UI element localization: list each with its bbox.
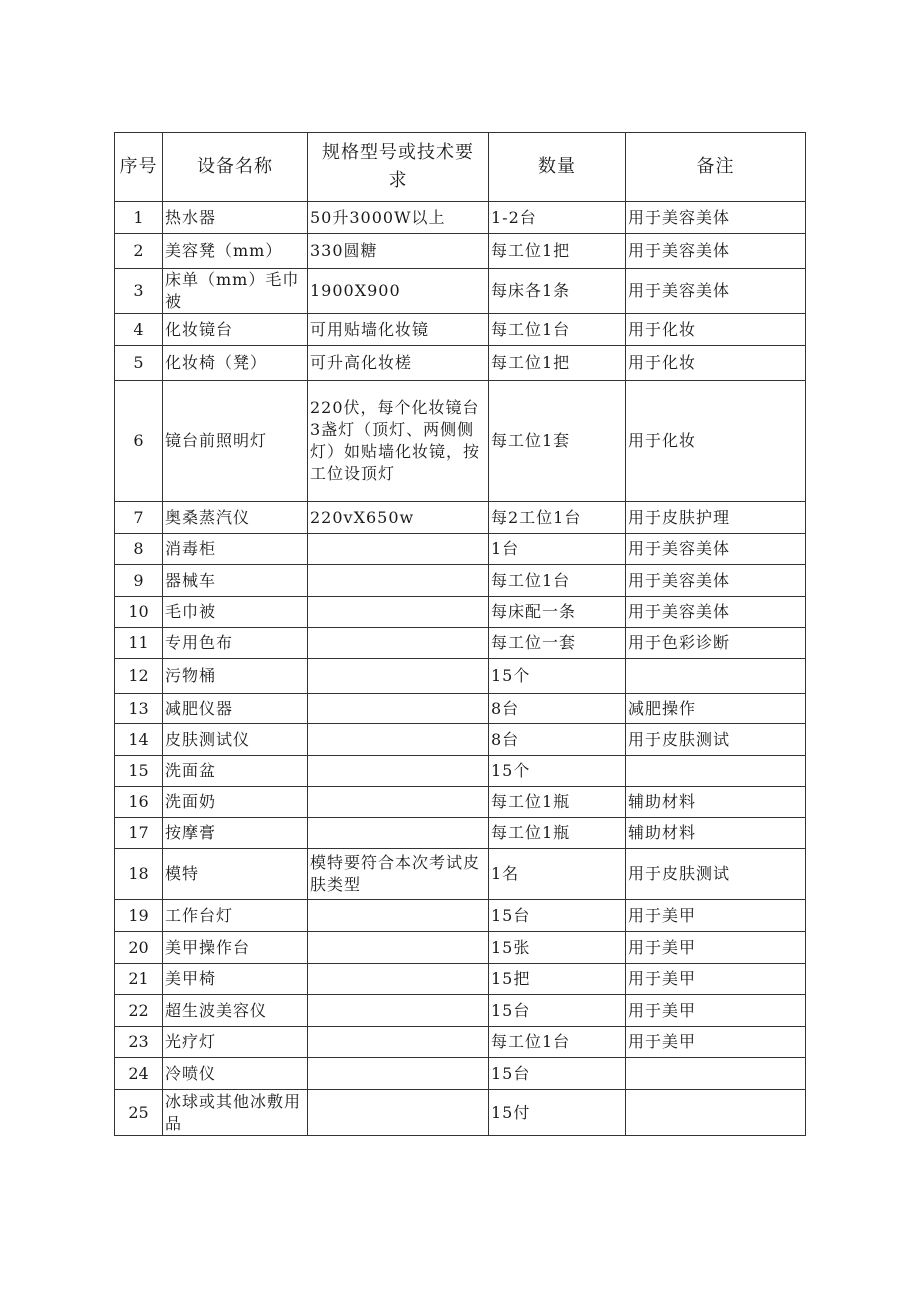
cell-no: 23 xyxy=(115,1027,163,1058)
cell-name: 冰球或其他冰敷用品 xyxy=(163,1090,308,1136)
cell-qty: 每床配一条 xyxy=(489,597,626,628)
table-row xyxy=(115,1058,806,1090)
cell-name: 美甲椅 xyxy=(163,964,308,995)
cell-no: 12 xyxy=(115,659,163,694)
table-row xyxy=(115,932,806,964)
table-row xyxy=(115,269,806,314)
cell-qty: 每工位1把 xyxy=(489,346,626,381)
table-row xyxy=(115,202,806,234)
header-no: 序号 xyxy=(115,133,163,202)
cell-name: 超生波美容仪 xyxy=(163,995,308,1027)
cell-spec: 330圆糖 xyxy=(308,234,489,269)
table-row xyxy=(115,346,806,381)
cell-spec xyxy=(308,597,489,628)
header-spec: 规格型号或技术要求 xyxy=(308,133,489,202)
header-note: 备注 xyxy=(626,133,806,202)
table-row xyxy=(115,534,806,565)
cell-no: 14 xyxy=(115,724,163,756)
cell-spec xyxy=(308,694,489,724)
cell-qty: 15台 xyxy=(489,1058,626,1090)
cell-name: 模特 xyxy=(163,849,308,900)
table-header-row xyxy=(115,133,806,202)
cell-note xyxy=(626,1058,806,1090)
cell-note: 用于美甲 xyxy=(626,995,806,1027)
cell-no: 22 xyxy=(115,995,163,1027)
cell-qty: 每工位1台 xyxy=(489,1027,626,1058)
cell-no: 6 xyxy=(115,381,163,502)
cell-note: 用于美容美体 xyxy=(626,534,806,565)
cell-qty: 每工位1台 xyxy=(489,314,626,346)
table-row xyxy=(115,849,806,900)
cell-qty: 1台 xyxy=(489,534,626,565)
cell-spec xyxy=(308,628,489,659)
cell-qty: 每工位1瓶 xyxy=(489,818,626,849)
cell-note: 用于美甲 xyxy=(626,964,806,995)
cell-note: 用于皮肤测试 xyxy=(626,724,806,756)
table-row xyxy=(115,818,806,849)
table-row xyxy=(115,659,806,694)
cell-note: 用于化妆 xyxy=(626,314,806,346)
cell-no: 9 xyxy=(115,565,163,597)
cell-no: 8 xyxy=(115,534,163,565)
cell-spec xyxy=(308,995,489,1027)
cell-spec: 1900X900 xyxy=(308,269,489,314)
table-body xyxy=(115,202,806,1136)
cell-no: 1 xyxy=(115,202,163,234)
cell-no: 13 xyxy=(115,694,163,724)
cell-no: 17 xyxy=(115,818,163,849)
cell-qty: 每工位1套 xyxy=(489,381,626,502)
cell-spec xyxy=(308,659,489,694)
table-row xyxy=(115,1027,806,1058)
cell-note: 用于美甲 xyxy=(626,1027,806,1058)
cell-no: 18 xyxy=(115,849,163,900)
cell-name: 污物桶 xyxy=(163,659,308,694)
cell-no: 15 xyxy=(115,756,163,787)
cell-qty: 15个 xyxy=(489,659,626,694)
cell-no: 10 xyxy=(115,597,163,628)
cell-no: 25 xyxy=(115,1090,163,1136)
cell-name: 冷喷仪 xyxy=(163,1058,308,1090)
cell-name: 化妆镜台 xyxy=(163,314,308,346)
cell-no: 2 xyxy=(115,234,163,269)
cell-no: 16 xyxy=(115,787,163,818)
cell-qty: 15把 xyxy=(489,964,626,995)
cell-qty: 15付 xyxy=(489,1090,626,1136)
table-row xyxy=(115,694,806,724)
cell-spec xyxy=(308,756,489,787)
cell-name: 减肥仪器 xyxy=(163,694,308,724)
cell-note: 用于美甲 xyxy=(626,900,806,932)
cell-name: 光疗灯 xyxy=(163,1027,308,1058)
cell-no: 5 xyxy=(115,346,163,381)
cell-spec xyxy=(308,565,489,597)
cell-note xyxy=(626,659,806,694)
cell-note xyxy=(626,756,806,787)
cell-note: 用于美容美体 xyxy=(626,234,806,269)
cell-spec xyxy=(308,787,489,818)
cell-name: 器械车 xyxy=(163,565,308,597)
header-name: 设备名称 xyxy=(163,133,308,202)
header-qty: 数量 xyxy=(489,133,626,202)
table-row xyxy=(115,381,806,502)
table-row xyxy=(115,724,806,756)
cell-qty: 1-2台 xyxy=(489,202,626,234)
cell-name: 工作台灯 xyxy=(163,900,308,932)
cell-name: 皮肤测试仪 xyxy=(163,724,308,756)
table-row xyxy=(115,502,806,534)
cell-qty: 每2工位1台 xyxy=(489,502,626,534)
cell-name: 洗面奶 xyxy=(163,787,308,818)
cell-qty: 1名 xyxy=(489,849,626,900)
equipment-table xyxy=(114,132,806,1136)
cell-note: 减肥操作 xyxy=(626,694,806,724)
cell-spec: 可用贴墙化妆镜 xyxy=(308,314,489,346)
cell-qty: 8台 xyxy=(489,724,626,756)
cell-name: 热水器 xyxy=(163,202,308,234)
cell-note: 用于美容美体 xyxy=(626,597,806,628)
cell-qty: 15张 xyxy=(489,932,626,964)
cell-spec: 模特要符合本次考试皮肤类型 xyxy=(308,849,489,900)
cell-no: 21 xyxy=(115,964,163,995)
cell-name: 消毒柜 xyxy=(163,534,308,565)
table-row xyxy=(115,597,806,628)
cell-note: 用于美容美体 xyxy=(626,202,806,234)
cell-spec xyxy=(308,932,489,964)
cell-qty: 8台 xyxy=(489,694,626,724)
cell-name: 镜台前照明灯 xyxy=(163,381,308,502)
cell-name: 床单（mm）毛巾被 xyxy=(163,269,308,314)
cell-spec xyxy=(308,1058,489,1090)
table-row xyxy=(115,964,806,995)
cell-no: 7 xyxy=(115,502,163,534)
cell-spec xyxy=(308,964,489,995)
cell-spec xyxy=(308,1090,489,1136)
cell-name: 美容凳（mm） xyxy=(163,234,308,269)
cell-spec xyxy=(308,534,489,565)
table-row xyxy=(115,234,806,269)
table-row xyxy=(115,756,806,787)
cell-note: 用于皮肤测试 xyxy=(626,849,806,900)
cell-spec xyxy=(308,1027,489,1058)
cell-no: 24 xyxy=(115,1058,163,1090)
cell-no: 19 xyxy=(115,900,163,932)
cell-note: 辅助材料 xyxy=(626,818,806,849)
cell-spec: 50升3000W以上 xyxy=(308,202,489,234)
table-row xyxy=(115,314,806,346)
table-row xyxy=(115,787,806,818)
cell-name: 毛巾被 xyxy=(163,597,308,628)
cell-no: 20 xyxy=(115,932,163,964)
cell-name: 洗面盆 xyxy=(163,756,308,787)
table-row xyxy=(115,628,806,659)
cell-spec: 220伏，每个化妆镜台3盏灯（顶灯、两侧侧灯）如贴墙化妆镜，按工位设顶灯 xyxy=(308,381,489,502)
cell-spec xyxy=(308,900,489,932)
cell-spec: 可升高化妆槎 xyxy=(308,346,489,381)
cell-name: 奥桑蒸汽仪 xyxy=(163,502,308,534)
cell-note: 用于化妆 xyxy=(626,381,806,502)
cell-name: 美甲操作台 xyxy=(163,932,308,964)
cell-name: 按摩膏 xyxy=(163,818,308,849)
cell-name: 专用色布 xyxy=(163,628,308,659)
cell-spec xyxy=(308,724,489,756)
cell-note: 用于美容美体 xyxy=(626,565,806,597)
cell-note xyxy=(626,1090,806,1136)
cell-note: 用于美甲 xyxy=(626,932,806,964)
cell-qty: 15台 xyxy=(489,995,626,1027)
cell-note: 用于美容美体 xyxy=(626,269,806,314)
table-row xyxy=(115,900,806,932)
cell-no: 3 xyxy=(115,269,163,314)
cell-note: 用于皮肤护理 xyxy=(626,502,806,534)
cell-name: 化妆椅（凳） xyxy=(163,346,308,381)
cell-no: 4 xyxy=(115,314,163,346)
cell-note: 用于色彩诊断 xyxy=(626,628,806,659)
cell-qty: 每工位1把 xyxy=(489,234,626,269)
table-row xyxy=(115,995,806,1027)
table-row xyxy=(115,565,806,597)
cell-spec xyxy=(308,818,489,849)
cell-note: 用于化妆 xyxy=(626,346,806,381)
cell-qty: 每工位1瓶 xyxy=(489,787,626,818)
table-row xyxy=(115,1090,806,1136)
cell-qty: 每床各1条 xyxy=(489,269,626,314)
cell-spec: 220vX650w xyxy=(308,502,489,534)
cell-qty: 15台 xyxy=(489,900,626,932)
cell-note: 辅助材料 xyxy=(626,787,806,818)
cell-qty: 每工位一套 xyxy=(489,628,626,659)
cell-qty: 每工位1台 xyxy=(489,565,626,597)
cell-qty: 15个 xyxy=(489,756,626,787)
cell-no: 11 xyxy=(115,628,163,659)
